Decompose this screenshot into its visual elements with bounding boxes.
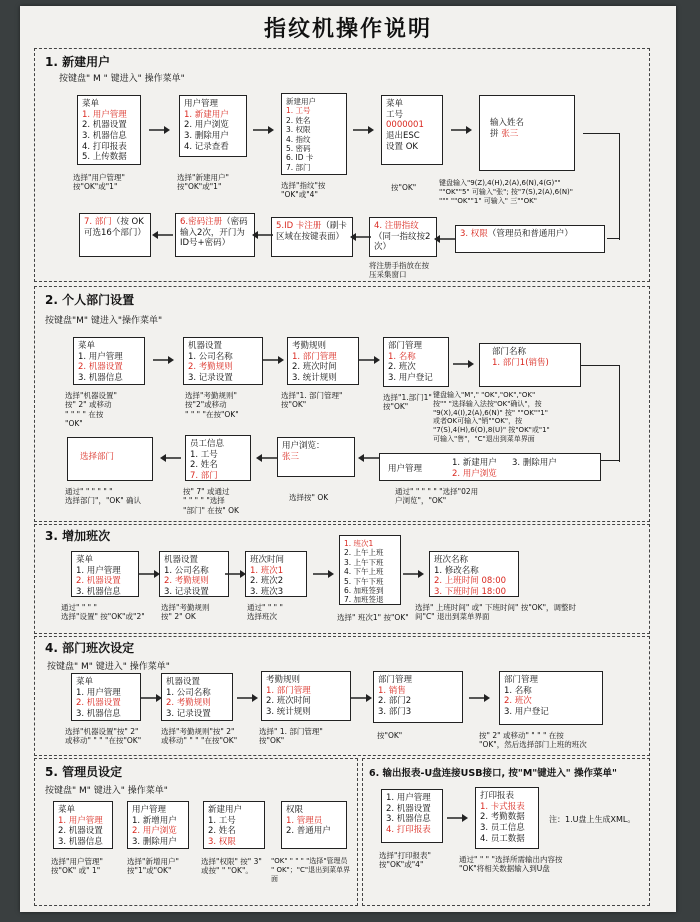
s5-user-mgmt-box bbox=[127, 801, 189, 849]
box-line: 3. 用户登记 bbox=[504, 706, 549, 717]
box-line: 1. 部门管理 bbox=[266, 685, 311, 696]
box-line: 3. 机器信息 bbox=[76, 708, 121, 719]
box-line: 2. 考勤规则 bbox=[166, 698, 211, 709]
box-line: 拼 bbox=[490, 128, 502, 139]
box-line: 2. 姓名 bbox=[190, 460, 218, 471]
s1-new-user-box bbox=[281, 93, 347, 175]
section-1-title: 1. 新建用户 bbox=[45, 55, 111, 69]
s6-caption-2: 通过" " " "选择所需输出内容按 "OK"将相关数据输入到U盘 bbox=[459, 855, 563, 874]
section-6-title: 6. 输出报表-U盘连接USB接口, 按"M"键进入" 操作菜单" bbox=[369, 768, 617, 779]
s5-menu-box bbox=[53, 801, 113, 849]
arrow-right-icon bbox=[153, 355, 175, 365]
box-line: 6. ID 卡 bbox=[286, 153, 314, 163]
arrow-left-icon bbox=[151, 230, 173, 240]
bar-title: 用户管理 bbox=[388, 464, 423, 474]
box-line: 1. 部门1(销售) bbox=[492, 357, 549, 368]
box-line: 5. 下午下班 bbox=[344, 576, 384, 586]
box-line: 5. 上传数据 bbox=[82, 152, 127, 163]
s3-shift-time-box bbox=[245, 551, 307, 597]
box-line: 1. 用户管理 bbox=[78, 351, 123, 362]
s5-new-user-box bbox=[203, 801, 265, 849]
bar-line: 3. 删除用户 bbox=[512, 458, 557, 468]
section-5-admin-setting bbox=[34, 758, 358, 906]
box-title: 新建用户 bbox=[286, 97, 316, 106]
s2-caption-7: 按" 7" 或通过 " " " " "选择 "部门" 在按" OK bbox=[183, 487, 239, 515]
section-2-dept-setting bbox=[34, 286, 650, 522]
box-line: 3. 机器信息 bbox=[58, 836, 103, 847]
box-line: （刷卡区域在按键表面） bbox=[276, 221, 347, 242]
s5-caption-2: 选择"新增用户" 按"1"或"OK" bbox=[127, 857, 179, 876]
s2-caption-6: 选择按" OK bbox=[289, 493, 329, 502]
box-title: 部门名称 bbox=[492, 347, 527, 357]
s3-caption-1: 通过" " " " 选择"设置" 按"OK"或"2" bbox=[61, 603, 145, 622]
arrow-right-icon bbox=[141, 693, 163, 703]
box-line: 2. 部门2 bbox=[378, 696, 412, 707]
box-line: 3. 记录设置 bbox=[188, 372, 233, 383]
s2-dept-mgmt-box bbox=[383, 337, 449, 387]
box-line: 7. 部门 bbox=[84, 217, 112, 227]
box-title: 菜单 bbox=[76, 677, 94, 687]
arrow-right-icon bbox=[403, 569, 425, 579]
box-line: 4. 打印报表 bbox=[386, 824, 431, 835]
box-line: 3. 统计规则 bbox=[292, 372, 337, 383]
arrow-right-icon bbox=[351, 693, 373, 703]
s1-name-box bbox=[479, 95, 575, 171]
s1-menu-box bbox=[77, 95, 141, 165]
box-line: 工号 bbox=[386, 109, 404, 120]
box-title: 用户管理 bbox=[184, 99, 219, 109]
arrow-right-icon bbox=[353, 125, 375, 135]
s6-caption-1: 选择"打印报表" 按"OK"或"4" bbox=[379, 851, 431, 870]
box-line: 2. 机器设置 bbox=[76, 576, 121, 587]
s5-caption-1: 选择"用户管理" 按"OK" 或" 1" bbox=[51, 857, 103, 876]
s2-select-dept-box bbox=[67, 437, 153, 481]
s2-machine-box bbox=[183, 337, 263, 385]
arrow-right-icon bbox=[149, 125, 171, 135]
box-line: 3. 员工信息 bbox=[480, 822, 525, 833]
box-line: 7. 加班签退 bbox=[344, 595, 384, 605]
arrow-right-icon bbox=[447, 813, 469, 823]
box-line: 1. 工号 bbox=[190, 449, 218, 460]
box-line: 2. 考勤数据 bbox=[480, 812, 525, 823]
box-title: 班次时间 bbox=[250, 555, 285, 565]
arrow-right-icon bbox=[359, 355, 381, 365]
box-line: 2. 普通用户 bbox=[286, 826, 331, 837]
s3-caption-2: 选择"考勤规则 按" 2" OK bbox=[161, 603, 210, 622]
box-line: 5.ID 卡注册 bbox=[276, 221, 322, 231]
section-3-title: 3. 增加班次 bbox=[45, 529, 111, 543]
s4-machine-box bbox=[161, 673, 233, 721]
instruction-sheet bbox=[20, 6, 676, 912]
s5-caption-3: 选择"权限" 按" 3" 或按" " "OK"。 bbox=[201, 857, 262, 876]
box-line: 2. 机器设置 bbox=[78, 362, 123, 373]
s4-caption-4: 按"OK" bbox=[377, 731, 403, 740]
s2-menu-box bbox=[73, 337, 145, 385]
s1-caption-5: 键盘输入"9(Z),4(H),2(A),6(N),4(G)"" ""OK""5" 可输入"张"; 按"7(S),2(A),6(N)" """ ""OK""1" 可输入" 三""OK" bbox=[439, 179, 574, 205]
box-title: 机器设置 bbox=[188, 341, 223, 351]
box-line: 2. 考勤规则 bbox=[188, 362, 233, 373]
s3-shift-name-box bbox=[429, 551, 519, 597]
s3-shift1-box bbox=[339, 535, 401, 605]
box-line: 3. 统计规则 bbox=[266, 706, 311, 717]
s3-caption-5: 选择" 上班时间" 或" 下班时间" 按"OK"，调整时 间"C" 退出到菜单界面 bbox=[415, 603, 577, 622]
box-title: 菜单 bbox=[386, 99, 404, 109]
box-line: 1. 管理员 bbox=[286, 815, 323, 826]
box-title: 菜单 bbox=[58, 805, 76, 815]
box-line: 3. 机器信息 bbox=[82, 130, 127, 141]
box-line-name: 张三 bbox=[501, 128, 519, 139]
box-line: 1. 用户管理 bbox=[386, 793, 431, 803]
box-line: （密码输入2次，开门为ID号+密码） bbox=[180, 217, 248, 249]
box-line: 2. 机器设置 bbox=[386, 803, 431, 814]
arrow-right-icon bbox=[469, 693, 491, 703]
box-title: 菜单 bbox=[76, 555, 94, 565]
box-line: 1. 工号 bbox=[286, 106, 311, 116]
box-line: 2. 班次时间 bbox=[292, 362, 337, 373]
box-line: 3. 班次3 bbox=[250, 586, 284, 597]
s1-password-box bbox=[175, 213, 255, 257]
arrow-left-icon bbox=[357, 453, 379, 463]
connector-line bbox=[601, 460, 619, 461]
connector-line bbox=[581, 365, 620, 462]
box-line: 退出ESC bbox=[386, 130, 420, 141]
s1-caption-4: 按"OK" bbox=[391, 183, 417, 192]
section-5-title: 5. 管理员设定 bbox=[45, 765, 123, 779]
section-5-subtitle: 按键盘" M" 键进入" 操作菜单" bbox=[45, 786, 168, 796]
s2-caption-3: 选择"1. 部门管理" 按"OK" bbox=[281, 391, 343, 410]
s6-menu-box bbox=[381, 789, 443, 843]
box-line: 1. 卡式报表 bbox=[480, 801, 525, 812]
box-line: 输入姓名 bbox=[490, 118, 525, 128]
box-title: 部门管理 bbox=[378, 675, 413, 685]
section-4-dept-shift bbox=[34, 636, 650, 756]
box-line: 1. 公司名称 bbox=[188, 351, 233, 362]
connector-line bbox=[583, 133, 620, 240]
box-line: 2. 班次 bbox=[388, 362, 416, 373]
s1-id-box bbox=[381, 95, 443, 165]
box-title: 机器设置 bbox=[166, 677, 201, 687]
section-2-title: 2. 个人部门设置 bbox=[45, 293, 135, 307]
box-line: 3. 下班时间 18:00 bbox=[434, 586, 507, 597]
s4-dept-mgmt-box-2 bbox=[499, 671, 603, 725]
box-line: 1. 销售 bbox=[378, 685, 406, 696]
arrow-right-icon bbox=[225, 569, 247, 579]
s1-idcard-box bbox=[271, 217, 353, 257]
box-title: 员工信息 bbox=[190, 439, 225, 449]
box-line: 2. 姓名 bbox=[286, 115, 311, 125]
s3-caption-4: 选择" 班次1" 按"OK" bbox=[337, 613, 409, 622]
box-line: 3. 权限 bbox=[286, 125, 311, 135]
box-line: 1. 班次1 bbox=[344, 539, 374, 548]
box-line: 4. 下午上班 bbox=[344, 567, 384, 577]
s4-attendance-rule-box bbox=[261, 671, 351, 721]
box-line: 6. 加班签到 bbox=[344, 585, 384, 595]
box-line: （管理员和普通用户） bbox=[487, 229, 573, 239]
box-line: 3. 记录设置 bbox=[164, 586, 209, 597]
box-line: 1. 用户管理 bbox=[82, 109, 127, 120]
arrow-left-icon bbox=[255, 453, 277, 463]
box-line: 1. 公司名称 bbox=[164, 565, 209, 576]
bar-line: 2. 用户浏览 bbox=[452, 469, 497, 479]
box-line: 2. 考勤规则 bbox=[164, 576, 209, 587]
arrow-right-icon bbox=[263, 355, 285, 365]
s2-staff-info-box bbox=[185, 435, 251, 481]
s4-menu-box bbox=[71, 673, 141, 721]
box-title: 用户管理 bbox=[132, 805, 167, 815]
box-line: 3. 上午下班 bbox=[344, 557, 384, 567]
box-line: 2. 姓名 bbox=[208, 826, 236, 837]
box-line: 6.密码注册 bbox=[180, 217, 223, 227]
box-title: 部门管理 bbox=[504, 675, 539, 685]
s1-caption-2: 选择"新建用户" 按"OK"或"1" bbox=[177, 173, 229, 192]
box-line: 1. 新建用户 bbox=[184, 109, 229, 120]
section-3-add-shift bbox=[34, 524, 650, 634]
s2-caption-bar: 通过" " " " " "选择"02用 户浏览"，"OK" bbox=[395, 487, 479, 506]
box-line: 3. 删除用户 bbox=[132, 836, 177, 847]
connector-line bbox=[607, 238, 619, 239]
s2-user-mgmt-bar bbox=[379, 453, 601, 481]
box-line: 3. 权限 bbox=[460, 229, 488, 239]
box-line: 0000001 bbox=[386, 120, 424, 131]
box-line: 1. 新增用户 bbox=[132, 815, 177, 826]
arrow-right-icon bbox=[237, 693, 259, 703]
box-line: 3. 记录设置 bbox=[166, 708, 211, 719]
box-line: 3. 删除用户 bbox=[184, 130, 229, 141]
s2-user-browse-box bbox=[277, 437, 355, 477]
box-line: 3. 机器信息 bbox=[386, 814, 431, 825]
arrow-right-icon bbox=[313, 569, 335, 579]
arrow-right-icon bbox=[253, 125, 275, 135]
box-line: 3. 机器信息 bbox=[76, 586, 121, 597]
arrow-left-icon bbox=[251, 230, 273, 240]
box-title: 班次名称 bbox=[434, 555, 469, 565]
section-4-subtitle: 按键盘" M" 键进入" 操作菜单" bbox=[47, 662, 170, 672]
s3-machine-box bbox=[159, 551, 229, 597]
box-line: 7. 部门 bbox=[286, 162, 311, 172]
s2-caption-5: 键盘输入"M"," "OK","OK","OK" 按"" "选择输入法按"OK"确认"，按 "9(X),4(I),2(A),6(N)" 按" ""OK""1" 或者OK可输入"销""OK"，按 "7(S),4(H),6(O),8(U)" 按"OK"或"1" 可输入"售"，"C"退出到菜单界面 bbox=[433, 391, 550, 443]
s4-caption-1: 选择"机器设置"按" 2" 或移动" " " "在按"OK" bbox=[65, 727, 142, 746]
s2-attendance-rule-box bbox=[287, 337, 359, 385]
box-line: 2. 上班时间 08:00 bbox=[434, 576, 507, 587]
s2-caption-4: 选择"1.部门1" 按"OK" bbox=[383, 393, 432, 412]
box-line: 4. 员工数据 bbox=[480, 833, 525, 844]
box-line: 4. 打印报表 bbox=[82, 141, 127, 152]
box-line: 1. 名称 bbox=[504, 685, 532, 696]
box-line: （同一指纹按2次） bbox=[374, 231, 431, 253]
s2-caption-8: 通过" " " " " " 选择部门"，"OK" 确认 bbox=[65, 487, 142, 506]
box-line: 2. 用户浏览 bbox=[184, 120, 229, 131]
s4-caption-3: 选择" 1. 部门管理" 按"OK" bbox=[259, 727, 323, 746]
s3-caption-3: 通过" " " " 选择班次 bbox=[247, 603, 283, 622]
s1-caption-9: 将注册手指放在按 压采集窗口 bbox=[369, 261, 429, 280]
page-title: 指纹机操作说明 bbox=[263, 17, 432, 42]
s6-print-report-box bbox=[475, 787, 539, 849]
s3-menu-box bbox=[71, 551, 139, 597]
s2-dept-name-box bbox=[479, 343, 581, 387]
box-title: 新建用户 bbox=[208, 805, 243, 815]
s1-dept-box bbox=[79, 213, 151, 257]
section-1-subtitle: 按键盘" M " 键进入" 操作菜单" bbox=[59, 74, 185, 84]
box-line: 3. 用户登记 bbox=[388, 372, 433, 383]
box-line: 1. 名称 bbox=[388, 351, 416, 362]
s4-caption-5: 按" 2" 或移动" " " " 在按 "OK"，然后选择部门上班的班次 bbox=[479, 731, 587, 750]
s4-dept-mgmt-box bbox=[373, 671, 463, 723]
box-line: 1. 工号 bbox=[208, 815, 236, 826]
arrow-left-icon bbox=[433, 234, 455, 244]
box-line: 1. 用户管理 bbox=[76, 687, 121, 698]
box-line: 5. 密码 bbox=[286, 143, 311, 153]
box-line: 1. 用户管理 bbox=[58, 815, 103, 826]
box-title: 部门管理 bbox=[388, 341, 423, 351]
box-title: 考勤规则 bbox=[266, 675, 301, 685]
box-title: 选择部门 bbox=[80, 452, 115, 462]
s5-permission-box bbox=[281, 801, 347, 849]
arrow-right-icon bbox=[453, 359, 475, 369]
s5-caption-4: "OK" " " " "选择"管理员 " OK"；"C"退出到菜单界面 bbox=[271, 857, 351, 883]
arrow-left-icon bbox=[159, 453, 181, 463]
box-line: 2. 班次时间 bbox=[266, 696, 311, 707]
section-4-title: 4. 部门班次设定 bbox=[45, 641, 135, 655]
box-title: 权限 bbox=[286, 805, 304, 815]
box-line: 2. 用户浏览 bbox=[132, 826, 177, 837]
s2-caption-2: 选择"考勤规则" 按"2"或移动 " " " "在按"OK" bbox=[185, 391, 239, 419]
box-line: 4. 指纹 bbox=[286, 134, 311, 144]
box-line: 7. 部门 bbox=[190, 470, 218, 481]
box-line: 1. 修改名称 bbox=[434, 565, 479, 576]
box-line: 1. 班次1 bbox=[250, 565, 284, 576]
box-title: 机器设置 bbox=[164, 555, 199, 565]
box-line: （按 OK 可选16个部门） bbox=[84, 217, 146, 238]
box-line: 设置 OK bbox=[386, 141, 418, 152]
section-6-export-report bbox=[362, 758, 650, 906]
box-line: 2. 机器设置 bbox=[76, 698, 121, 709]
s6-note: 注：1.U盘上生成XML。 bbox=[549, 815, 636, 824]
section-1-new-user bbox=[34, 48, 650, 282]
box-line: 3. 机器信息 bbox=[78, 372, 123, 383]
bar-line: 1. 新建用户 bbox=[452, 458, 497, 468]
box-line: 张三 bbox=[282, 451, 300, 462]
box-line: 1. 部门管理 bbox=[292, 351, 337, 362]
s4-caption-2: 选择"考勤规则"按" 2" 或移动" " " "在按"OK" bbox=[161, 727, 238, 746]
arrow-right-icon bbox=[451, 125, 473, 135]
s1-fingerprint-box bbox=[369, 217, 437, 257]
box-line: 3. 部门3 bbox=[378, 706, 412, 717]
box-title: 考勤规则 bbox=[292, 341, 327, 351]
box-line: 2. 班次 bbox=[504, 696, 532, 707]
s1-caption-1: 选择"用户管理" 按"OK"或"1" bbox=[73, 173, 125, 192]
arrow-left-icon bbox=[349, 232, 371, 242]
box-line: 3. 权限 bbox=[208, 836, 236, 847]
box-line: 2. 上午上班 bbox=[344, 548, 384, 558]
box-title: 菜单 bbox=[82, 99, 100, 109]
box-line: 4. 注册指纹 bbox=[374, 221, 419, 231]
box-title: 打印报表 bbox=[480, 791, 515, 801]
box-line: 4. 记录查看 bbox=[184, 141, 229, 152]
s1-user-mgmt-box bbox=[179, 95, 247, 157]
arrow-right-icon bbox=[139, 569, 161, 579]
box-line: 2. 机器设置 bbox=[82, 120, 127, 131]
box-title: 用户浏览： bbox=[282, 441, 325, 451]
section-2-subtitle: 按键盘"M" 键进入"操作菜单" bbox=[45, 316, 163, 326]
s2-caption-1: 选择"机器设置" 按" 2" 或移动 " " " " 在按 "OK" bbox=[65, 391, 117, 429]
box-line: 1. 用户管理 bbox=[76, 565, 121, 576]
s1-caption-3: 选择"指纹"按 "OK"或"4" bbox=[281, 181, 326, 200]
box-line: 1. 公司名称 bbox=[166, 687, 211, 698]
box-line: 2. 机器设置 bbox=[58, 826, 103, 837]
box-line: 2. 班次2 bbox=[250, 576, 284, 587]
box-title: 菜单 bbox=[78, 341, 96, 351]
